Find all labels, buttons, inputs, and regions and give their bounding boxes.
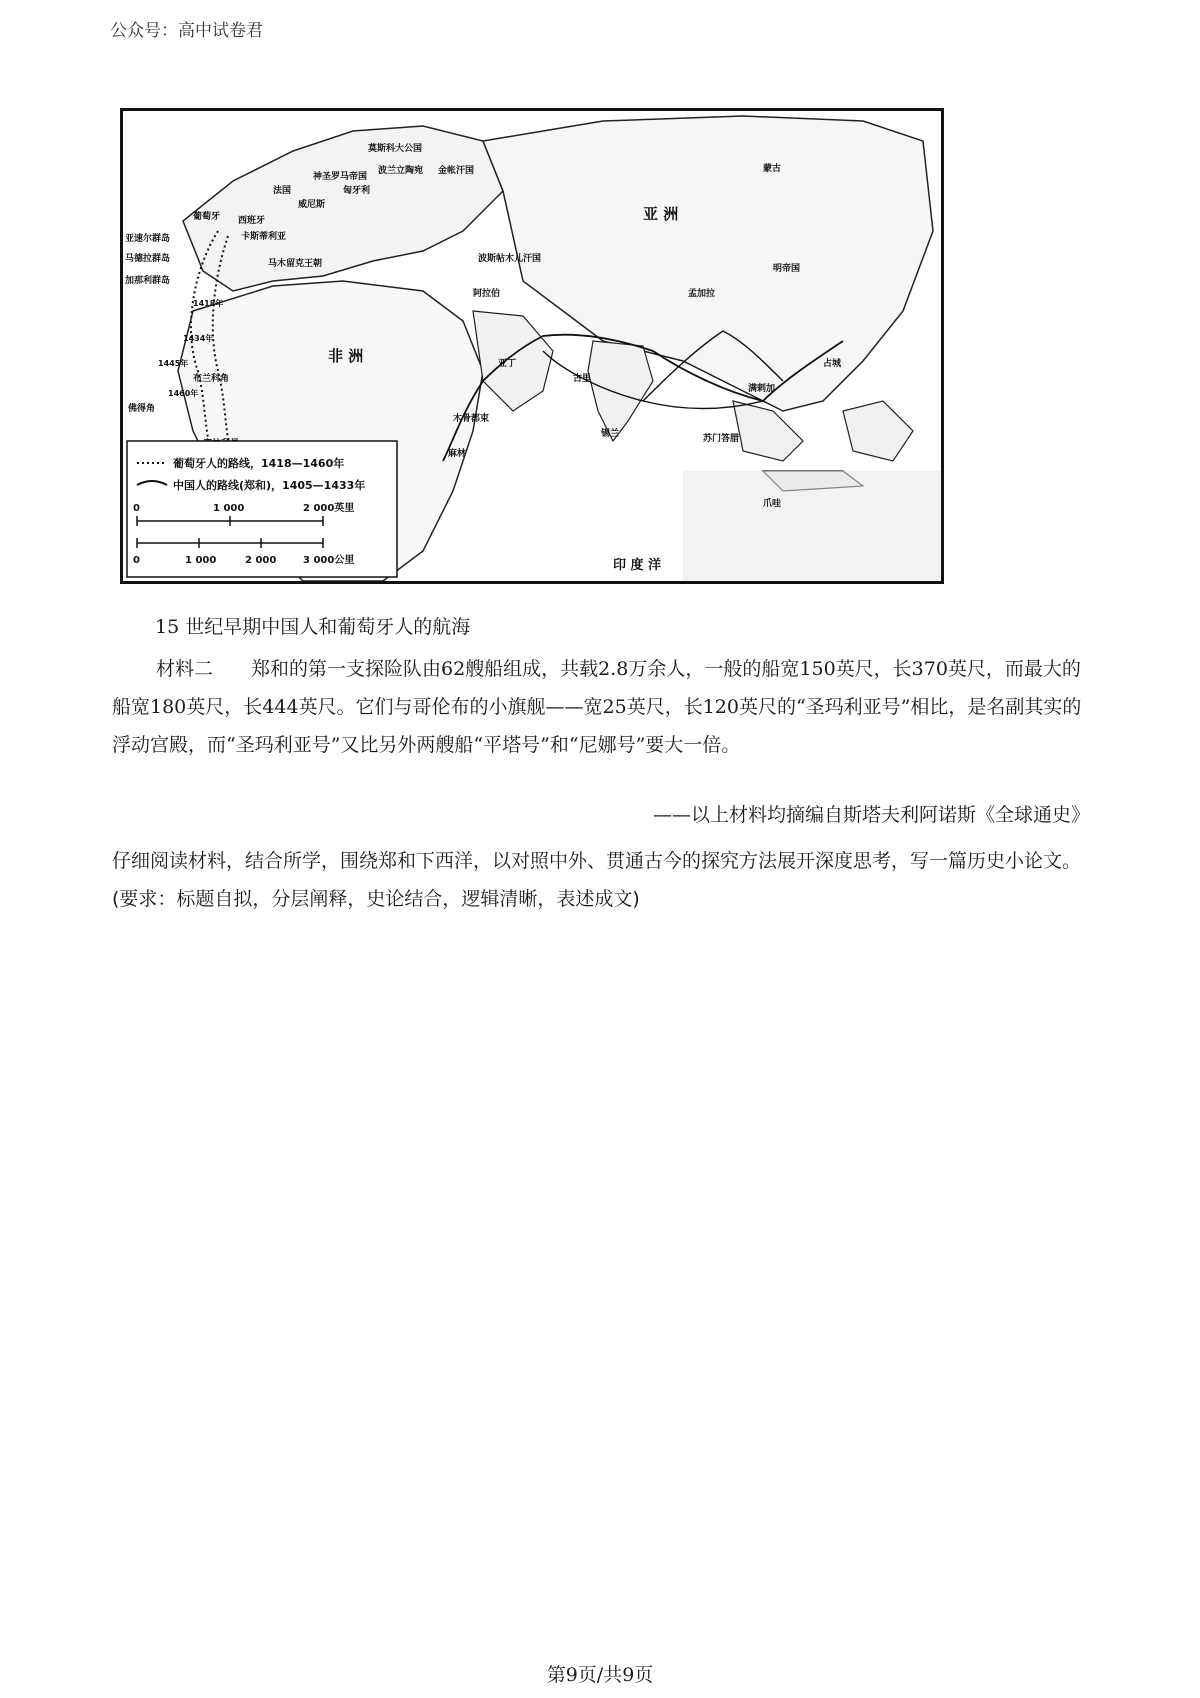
scale-miles-0: 0 [133,503,140,514]
label-cape-verde: 佛得角 [128,404,156,414]
label-java: 爪哇 [763,499,782,509]
label-ming: 明帝国 [773,264,801,274]
label-aden: 亚丁 [498,359,517,369]
label-holy-roman: 神圣罗马帝国 [313,172,368,182]
legend-chinese-label: 中国人的路线(郑和)，1405—1433年 [173,479,366,492]
map-legend [127,441,397,577]
map-caption: 15 世纪早期中国人和葡萄牙人的航海 [155,616,471,638]
label-spain: 西班牙 [238,216,266,226]
label-champa: 占城 [823,359,842,369]
scale-miles-2: 2 000英里 [303,503,355,514]
scale-km-1: 1 000 [185,555,217,566]
label-venice: 威尼斯 [298,200,326,210]
label-calicut: 古里 [573,374,592,384]
label-malindi: 麻林 [448,449,467,459]
label-poland: 波兰立陶宛 [378,166,424,176]
scale-km-0: 0 [133,555,140,566]
scale-km-3: 3 000公里 [303,555,355,566]
sea-shading [683,471,941,581]
label-sumatra: 苏门答腊 [703,434,740,444]
label-africa: 非 洲 [328,347,364,365]
label-year-1434: 1434年 [183,334,214,343]
material-source: ——以上材料均摘编自斯塔夫利阿诺斯《全球通史》 [652,804,1090,826]
historical-map [120,108,944,584]
label-azores: 亚速尔群岛 [125,234,171,244]
label-golden-horde: 金帐汗国 [438,166,475,176]
page-header: 公众号：高中试卷君 [110,21,263,41]
map-svg [123,111,941,581]
label-madeira: 马德拉群岛 [125,254,171,264]
label-year-1418: 1418年 [193,299,224,308]
label-year-1445: 1445年 [158,359,189,368]
essay-question: 仔细阅读材料，结合所学，围绕郑和下西洋，以对照中外、贯通古今的探究方法展开深度思考，写一篇历史小论文。(要求：标题自拟，分层阐释，史论结合，逻辑清晰，表述成文) [112,850,1082,910]
label-portugal: 葡萄牙 [193,212,221,222]
label-castile: 卡斯蒂利亚 [241,232,287,242]
label-mongolia: 蒙古 [763,164,782,174]
label-ceylon: 锡兰 [601,429,620,439]
label-arabia: 阿拉伯 [473,289,501,299]
label-persia: 波斯帖木儿汗国 [478,254,542,264]
label-moscow: 莫斯科大公国 [368,144,423,154]
legend-portuguese-label: 葡萄牙人的路线，1418—1460年 [173,457,345,470]
label-malacca: 满剌加 [748,384,776,394]
label-mogadishu: 木骨都束 [453,414,490,424]
material-two-paragraph: 材料二 郑和的第一支探险队由62艘船组成，共载2.8万余人，一般的船宽150英尺，长370英尺，而最大的船宽180英尺，长444英尺。它们与哥伦布的小旗舰——宽25英尺，长120英尺的“圣玛利亚号”相比，是名副其实的浮动宫殿，而“圣玛利亚号”又比另外两艘船“平塔号”和“尼娜号”要大一倍。 [112,658,1082,756]
label-bengal: 孟加拉 [688,289,716,299]
label-hungary: 匈牙利 [343,186,371,196]
label-year-1460: 1460年 [168,389,199,398]
page-number: 第9页/共9页 [546,1664,654,1686]
label-france: 法国 [273,186,292,196]
scale-km-2: 2 000 [245,555,277,566]
label-cape-blanco: 布兰科角 [193,374,230,384]
label-canary: 加那利群岛 [125,276,171,286]
label-asia: 亚 洲 [643,205,679,223]
label-indian-ocean: 印 度 洋 [613,558,662,573]
label-mamluk: 马木留克王朝 [268,259,323,269]
scale-miles-1: 1 000 [213,503,245,514]
